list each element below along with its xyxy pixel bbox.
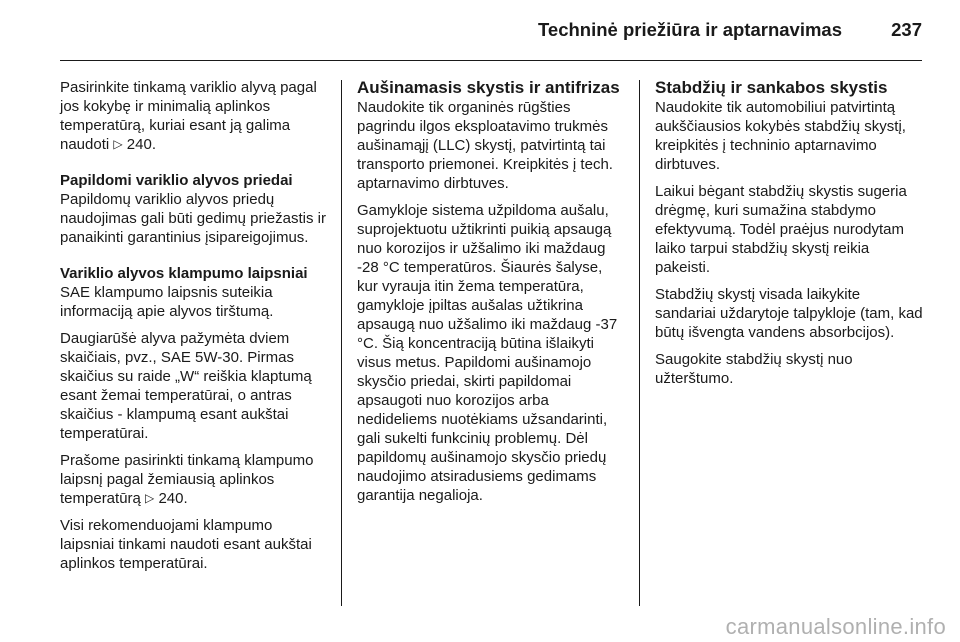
section-title: Aušinamasis skystis ir antifrizas (357, 78, 620, 97)
paragraph: Pasirinkite tinkamą variklio alyvą pagal jos kokybę ir minimalią aplinkos temperatūrą, kuriai esant ją galima naudoti ▷ 240. (60, 79, 317, 153)
page-header (60, 0, 922, 61)
watermark: carmanualsonline.info (725, 614, 946, 639)
column-right (655, 78, 923, 396)
page-ref-arrow-icon[interactable]: ▷ (113, 137, 123, 151)
page-number: 237 (891, 19, 922, 40)
page-title: Techninė priežiūra ir aptarnavimas (538, 19, 842, 40)
paragraph: Naudokite tik organinės rūgšties pagrindu ilgos eksploatavimo trukmės aušinamąjį (LLC) skystį, patvirtintą tai transporto priemonei. Kreipkitės į tech. aptarnavimo dirbtuves. (357, 99, 613, 192)
paragraph: Visi rekomenduojami klampumo laipsniai tinkami naudoti esant aukštai aplinkos temperatūrai. (60, 517, 312, 572)
subsection-heading: Variklio alyvos klampumo laipsniai (60, 265, 308, 282)
column-left (60, 78, 328, 581)
subsection-heading: Papildomi variklio alyvos priedai (60, 172, 293, 189)
paragraph: Laikui bėgant stabdžių skystis sugeria drėgmę, kuri sumažina stabdymo efektyvumą. Todėl praėjus nurodytam laiko tarpui stabdžių skystį reikia pakeisti. (655, 183, 907, 276)
column-divider (639, 80, 640, 606)
paragraph: Gamykloje sistema užpildoma aušalu, suprojektuotu užtikrinti puikią apsaugą nuo korozijos ir užšalimo iki maždaug -28 °C temperatūros. Šiaurės šalyse, kur vyrauja itin žema temperatūra, gamykloje įpiltas aušalas užtikrina apsaugą nuo užšalimo iki maždaug -37 °C. Šią koncentraciją būtina išlaikyti visus metus. Papildomi aušinamojo skysčio priedai, skirti papildomai apsaugoti nuo korozijos arba nedideliems nuotėkiams užsandarinti, gali sukelti funkcinių problemų. Dėl papildomų aušinamojo skysčio priedų naudojimo atsiradusiems gedimams garantija negalioja. (357, 202, 618, 504)
paragraph: SAE klampumo laipsnis suteikia informaciją apie alyvos tirštumą. (60, 284, 274, 320)
paragraph: Papildomų variklio alyvos priedų naudojimas gali būti gedimų priežastis ir panaikinti garantinius įsipareigojimus. (60, 191, 326, 246)
column-divider (341, 80, 342, 606)
paragraph: Daugiarūšė alyva pažymėta dviem skaičiais, pvz., SAE 5W-30. Pirmas skaičius su raide „W“ reiškia klaptumą esant žemai temperatūrai, o antras skaičius - klampumą esant aukštai temperatūrai. (60, 330, 312, 442)
paragraph: Naudokite tik automobiliui patvirtintą aukščiausios kokybės stabdžių skystį, kreipkitės į techninio aptarnavimo dirbtuves. (655, 99, 906, 173)
page-reference-link[interactable]: 240. (158, 490, 188, 507)
column-middle (357, 78, 625, 513)
page-ref-arrow-icon[interactable]: ▷ (145, 491, 155, 505)
page-reference-link[interactable]: 240. (126, 136, 156, 153)
section-title: Stabdžių ir sankabos skystis (655, 78, 888, 97)
paragraph: Prašome pasirinkti tinkamą klampumo laipsnį pagal žemiausią aplinkos temperatūrą ▷ 240. (60, 452, 314, 507)
paragraph: Stabdžių skystį visada laikykite sandariai uždarytoje talpykloje (tam, kad būtų išvengta vandens absorbcijos). (655, 286, 923, 341)
paragraph: Saugokite stabdžių skystį nuo užterštumo. (655, 351, 853, 387)
